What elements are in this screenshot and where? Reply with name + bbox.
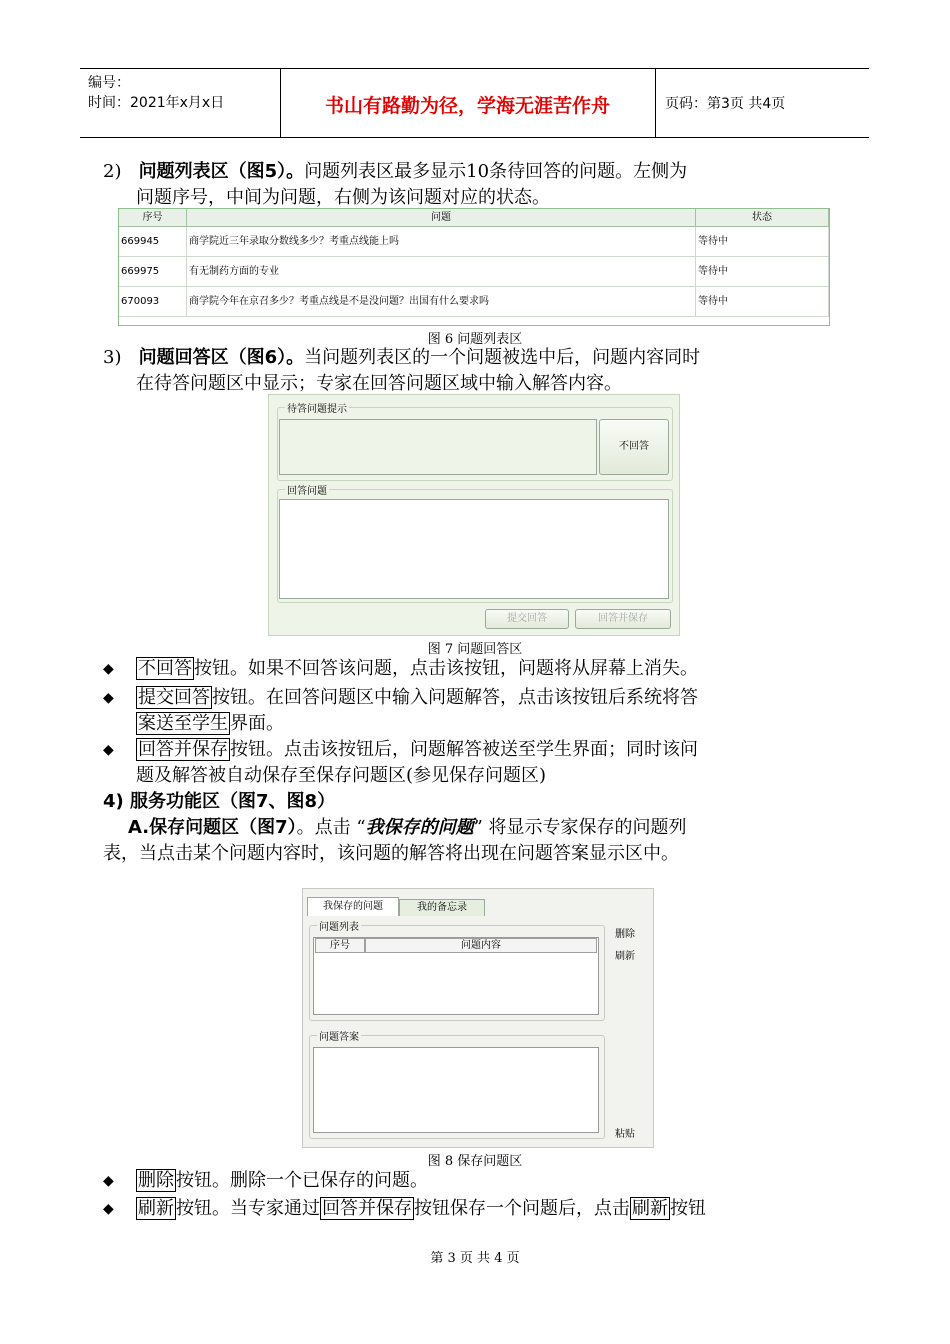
answer-question-label: 回答问题 — [285, 482, 329, 497]
bullet-text: 按钮。在回答问题区中输入问题解答，点击该按钮后系统将答 — [212, 687, 698, 708]
bullet-no-answer — [136, 656, 698, 682]
boxed-term: 删除 — [138, 1170, 174, 1191]
bullet-text: 界面。 — [230, 713, 284, 734]
section3-line1 — [103, 345, 700, 371]
section4-sub-line1 — [128, 815, 687, 841]
no-answer-button[interactable]: 不回答 — [599, 419, 669, 475]
header-divider — [655, 69, 656, 137]
col-header-id[interactable]: 序号 — [119, 209, 187, 227]
col-header-status[interactable]: 状态 — [696, 209, 829, 227]
submit-answer-button[interactable]: 提交回答 — [485, 609, 569, 629]
section3-title: 问题回答区（图6）。 — [138, 347, 305, 368]
figure6-caption: 图 6 问题列表区 — [427, 332, 523, 347]
pending-question-label: 待答问题提示 — [285, 400, 349, 415]
bullet-text: 按钮保存一个问题后，点击 — [414, 1198, 630, 1219]
section4-text: 。点击 “ — [296, 817, 366, 838]
table-cell-id[interactable]: 670093 — [119, 287, 187, 317]
section4-italic: 我保存的问题 — [365, 817, 474, 838]
table-cell-status[interactable]: 等待中 — [696, 287, 829, 317]
section4-sub-title: A.保存问题区（图7） — [128, 817, 297, 838]
page-header — [80, 68, 869, 138]
section2-num: 2) — [103, 161, 122, 182]
bullet-text: 按钮。删除一个已保存的问题。 — [176, 1170, 428, 1191]
section2-title: 问题列表区（图5）。 — [138, 161, 305, 182]
pending-question-display — [279, 419, 597, 475]
table-cell-id[interactable]: 669975 — [119, 257, 187, 287]
boxed-term: 刷新 — [138, 1198, 174, 1219]
bullet-submit — [136, 685, 698, 711]
bullet-save-line2: 题及解答被自动保存至保存问题区(参见保存问题区) — [136, 765, 547, 786]
section3-line2: 在待答问题区中显示；专家在回答问题区域中输入解答内容。 — [136, 373, 622, 394]
bullet-delete — [136, 1168, 428, 1194]
answer-textarea[interactable] — [279, 499, 669, 599]
table-cell-question[interactable]: 有无制药方面的专业 — [187, 257, 696, 287]
table-cell-status[interactable]: 等待中 — [696, 257, 829, 287]
section3-num: 3) — [103, 347, 122, 368]
header-left — [88, 73, 224, 113]
bullet-icon: ◆ — [103, 1201, 114, 1217]
bullet-submit-line2 — [136, 711, 284, 737]
time-label: 时间：2021年x月x日 — [88, 95, 225, 111]
section2-text1: 问题列表区最多显示10条待回答的问题。左侧为 — [304, 161, 688, 182]
question-list-table — [118, 208, 830, 326]
bullet-icon: ◆ — [103, 1173, 114, 1189]
tab-my-saved-questions[interactable]: 我保存的问题 — [307, 897, 399, 916]
table-cell-question[interactable]: 商学院近三年录取分数线多少？考重点线能上吗 — [187, 227, 696, 257]
section3-text1: 当问题列表区的一个问题被选中后，问题内容同时 — [304, 347, 701, 368]
boxed-term: 刷新 — [632, 1198, 668, 1219]
section2-line1 — [103, 159, 687, 185]
bullet-text: 按钮 — [670, 1198, 706, 1219]
col-header-question[interactable]: 问题 — [187, 209, 696, 227]
boxed-term: 回答并保存 — [322, 1198, 412, 1219]
bullet-icon: ◆ — [103, 661, 114, 677]
bullet-refresh — [136, 1196, 706, 1222]
page-footer: 第 3 页 共 4 页 — [430, 1251, 520, 1266]
section4-title: 4) 服务功能区（图7、图8） — [103, 791, 336, 812]
bullet-icon: ◆ — [103, 690, 114, 706]
bullet-text: 按钮。当专家通过 — [176, 1198, 320, 1219]
saved-questions-panel — [302, 888, 654, 1148]
section4-sub-line2: 表，当点击某个问题内容时，该问题的解答将出现在问题答案显示区中。 — [103, 843, 679, 864]
serial-label: 编号： — [88, 75, 130, 91]
bullet-text: 按钮。如果不回答该问题，点击该按钮，问题将从屏幕上消失。 — [194, 658, 698, 679]
paste-button[interactable]: 粘贴 — [615, 1129, 635, 1140]
col-header-id[interactable]: 序号 — [315, 938, 365, 953]
bullet-save — [136, 737, 698, 763]
section2-line2: 问题序号，中间为问题，右侧为该问题对应的状态。 — [136, 187, 550, 208]
answer-label: 问题答案 — [317, 1028, 361, 1043]
bullet-icon: ◆ — [103, 742, 114, 758]
answer-display[interactable] — [313, 1047, 599, 1133]
boxed-term: 案送至学生 — [138, 713, 228, 734]
figure7-caption: 图 7 问题回答区 — [427, 642, 523, 657]
boxed-term: 提交回答 — [138, 687, 210, 708]
boxed-term: 不回答 — [138, 658, 192, 679]
header-motto: 书山有路勤为径，学海无涯苦作舟 — [324, 95, 610, 117]
table-cell-id[interactable]: 669945 — [119, 227, 187, 257]
delete-button[interactable]: 删除 — [615, 929, 635, 940]
question-list-label: 问题列表 — [317, 918, 361, 933]
tab-my-memo[interactable]: 我的备忘录 — [399, 899, 485, 916]
bullet-text: 按钮。点击该按钮后，问题解答被送至学生界面；同时该问 — [230, 739, 698, 760]
answer-panel — [268, 394, 680, 636]
refresh-button[interactable]: 刷新 — [615, 951, 635, 962]
col-header-content[interactable]: 问题内容 — [365, 938, 597, 953]
table-cell-question[interactable]: 商学院今年在京召多少？考重点线是不是没问题？出国有什么要求吗 — [187, 287, 696, 317]
boxed-term: 回答并保存 — [138, 739, 228, 760]
table-cell-status[interactable]: 等待中 — [696, 227, 829, 257]
answer-and-save-button[interactable]: 回答并保存 — [575, 609, 671, 629]
figure8-caption: 图 8 保存问题区 — [427, 1154, 523, 1169]
header-page-info: 页码：第3页 共4页 — [665, 96, 786, 112]
section4-text: ” 将显示专家保存的问题列 — [473, 817, 687, 838]
